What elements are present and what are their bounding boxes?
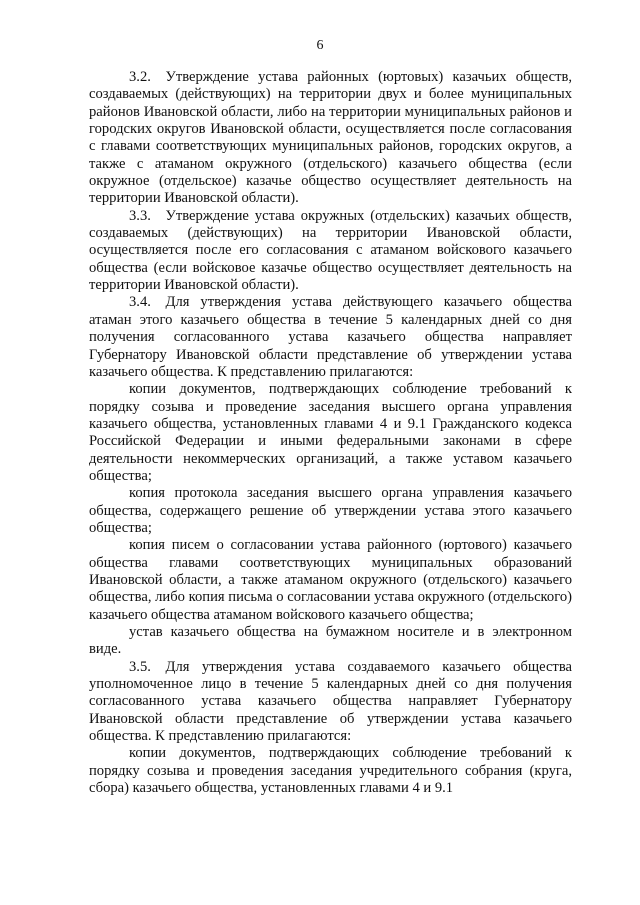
paragraph-3-2: 3.2. Утверждение устава районных (юртовых) казачьих обществ, создаваемых (действующих) на территории двух и более муниципальных районов Ивановской области, либо на территории муниципальных районов и городских округов Ивановской области, осуществляется после согласования с главами соответствующих муниципальных районов, городских округов, а также с атаманом окружного (отдельского) казачьего общества (если окружное (отдельское) казачье общество осуществляет деятельность на территории Ивановской области). <box>89 69 572 207</box>
page-number: 6 <box>316 38 324 53</box>
list-item-letters-copy: копия писем о согласовании устава районного (юртового) казачьего общества главами соответствующих муниципальных образований Ивановской области, а также атаманом окружного (отдельского) казачьего общества, либо копия письма о согласовании устава окружного (отдельского) казачьего общества атаманом войскового казачьего общества; <box>89 537 572 623</box>
list-item-protocol-copy: копия протокола заседания высшего органа управления казачьего общества, содержащего решение об утверждении устава этого казачьего общества; <box>89 485 572 536</box>
paragraph-3-4: 3.4. Для утверждения устава действующего казачьего общества атаман этого казачьего общества в течение 5 календарных дней со дня получения согласованного устава казачьего общества направляет Губернатору Ивановской области представление об утверждении устава казачьего общества. К представлению прилагаются: <box>89 294 572 380</box>
list-item-charter: устав казачьего общества на бумажном носителе и в электронном виде. <box>89 624 572 658</box>
list-item-founding-documents: копии документов, подтверждающих соблюдение требований к порядку созыва и проведения заседания учредительного собрания (круга, сбора) казачьего общества, установленных главами 4 и 9.1 <box>89 745 572 797</box>
paragraph-3-5: 3.5. Для утверждения устава создаваемого казачьего общества уполномоченное лицо в течение 5 календарных дней со дня получения согласованного устава казачьего общества направляет Губернатору Ивановской области представление об утверждении устава казачьего общества. К представлению прилагаются: <box>89 658 572 745</box>
paragraph-3-3: 3.3. Утверждение устава окружных (отдельских) казачьих обществ, создаваемых (действующих) на территории Ивановской области, осуществляется после его согласования с атаманом войскового казачьего общества (если войсковое казачье общество осуществляет деятельность на территории Ивановской области). <box>89 207 572 294</box>
document-body <box>89 69 572 797</box>
list-item-documents-copies: копии документов, подтверждающих соблюдение требований к порядку созыва и проведение заседания высшего органа управления казачьего общества, установленных главами 4 и 9.1 Гражданского кодекса Российской Федерации и иными федеральными законами в сфере деятельности некоммерческих организаций, а также уставом казачьего общества; <box>89 381 572 484</box>
